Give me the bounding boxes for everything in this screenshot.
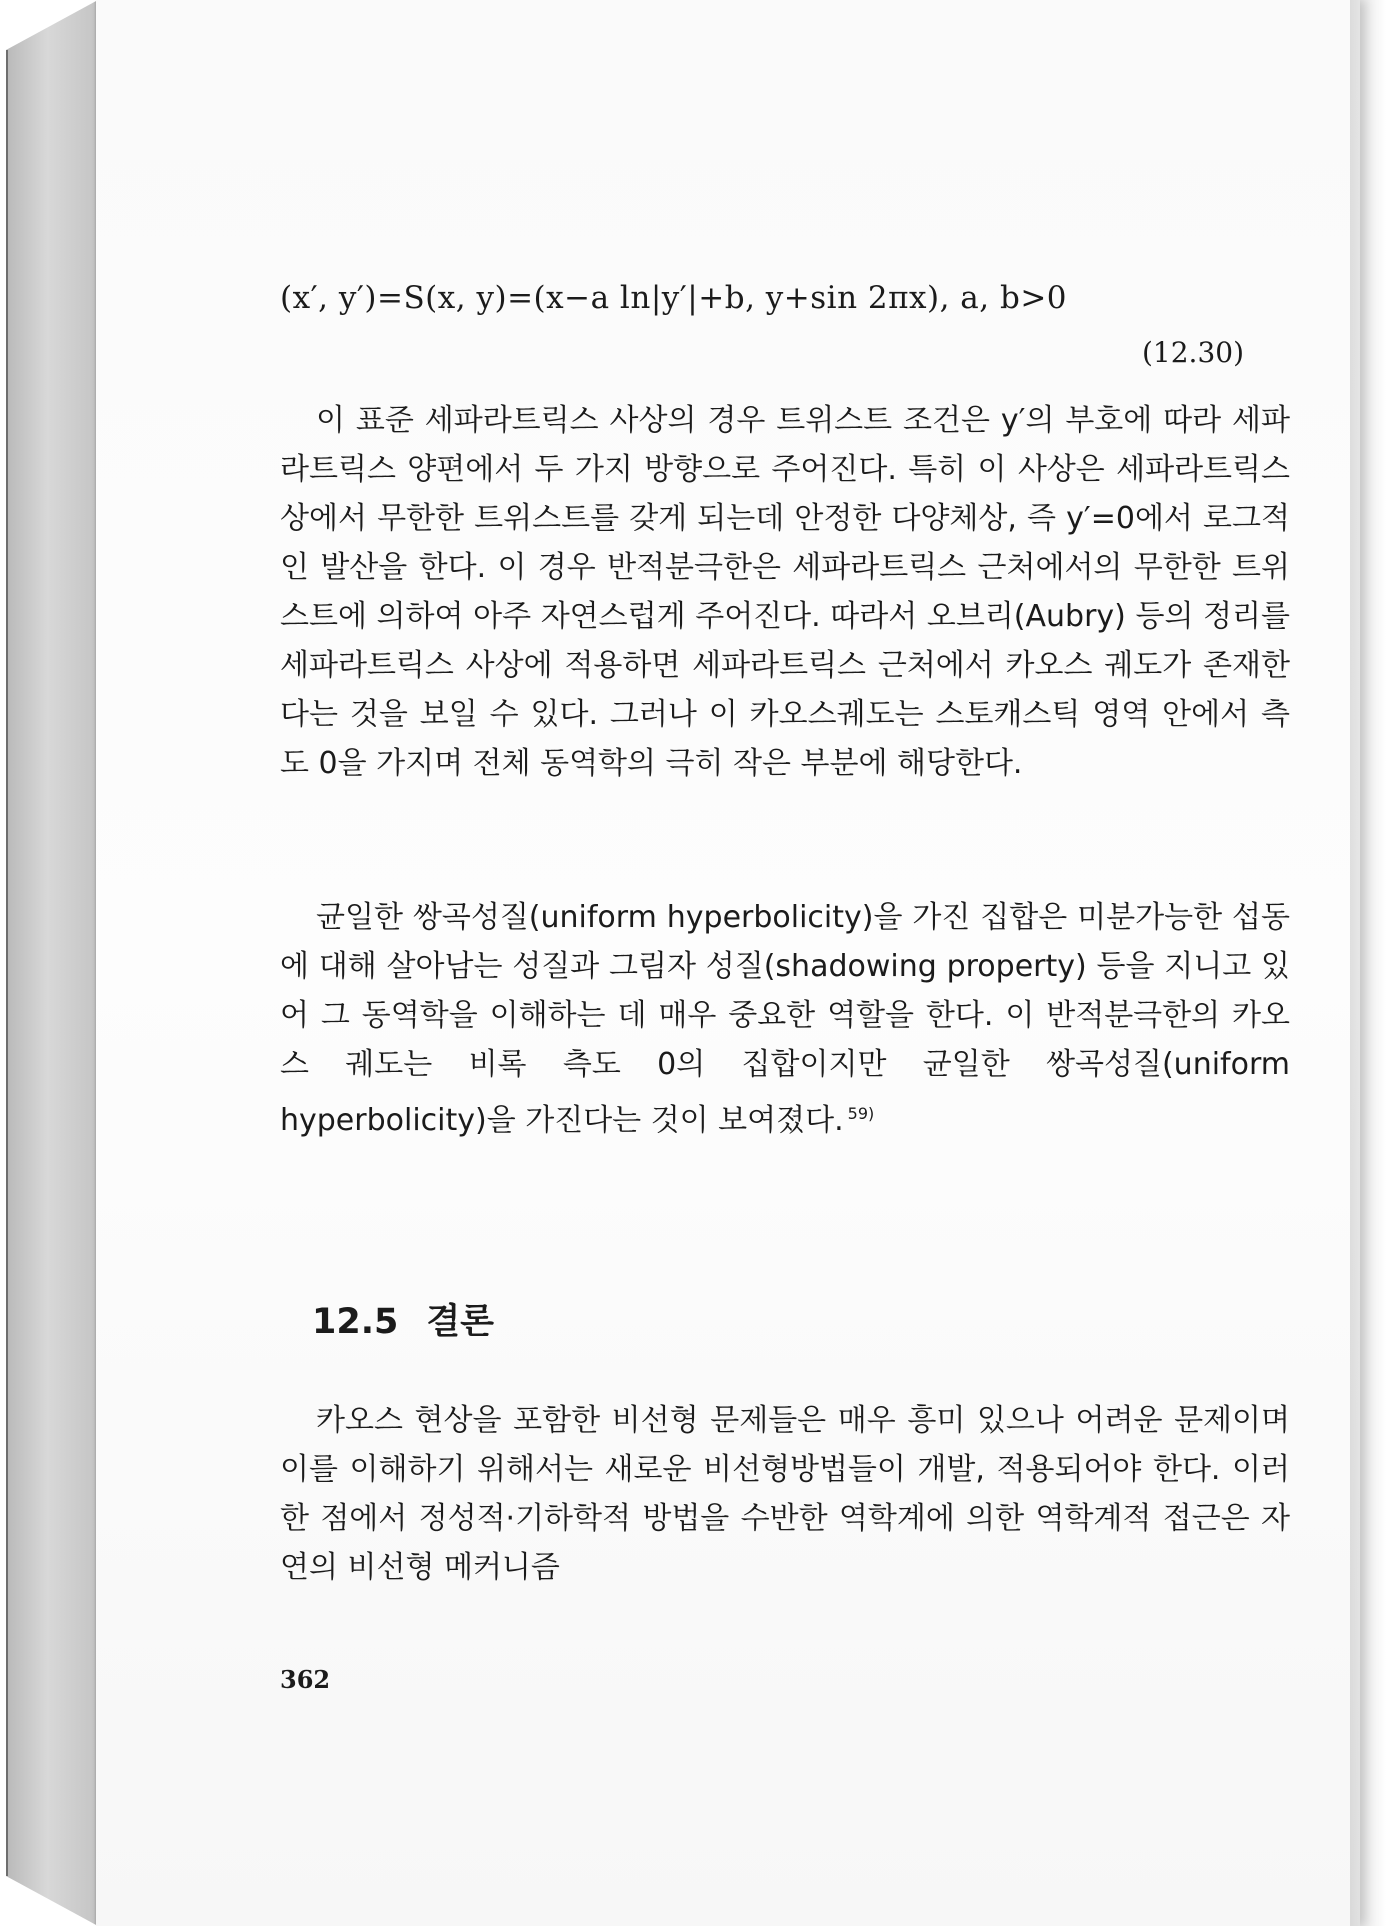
paragraph: 이 표준 세파라트릭스 사상의 경우 트위스트 조건은 y′의 부호에 따라 세파라트릭스 양편에서 두 가지 방향으로 주어진다. 특히 이 사상은 세파라트릭스상에서 무한한 트위스트를 갖게 되는데 안정한 다양체상, 즉 y′=0에서 로그적인 발산을 한다. 이 경우 반적분극한은 세파라트릭스 근처에서의 무한한 트위스트에 의하여 아주 자연스럽게 주어진다. 따라서 오브리(Aubry) 등의 정리를 세파라트릭스 사상에 적용하면 세파라트릭스 근처에서 카오스 궤도가 존재한다는 것을 보일 수 있다. 그러나 이 카오스궤도는 스토캐스틱 영역 안에서 측도 0을 가지며 전체 동역학의 극히 작은 부분에 해당한다. <box>280 403 1290 781</box>
paragraph: 카오스 현상을 포함한 비선형 문제들은 매우 흥미 있으나 어려운 문제이며 이를 이해하기 위해서는 새로운 비선형방법들이 개발, 적용되어야 한다. 이러한 점에서 정성적·기하학적 방법을 수반한 역학계에 의한 역학계적 접근은 자연의 비선형 메커니즘 <box>280 1403 1290 1585</box>
page-number: 362 <box>280 1665 331 1694</box>
paragraph <box>280 893 1290 1145</box>
book-spine <box>6 0 98 1926</box>
section-number: 12.5 <box>312 1302 399 1342</box>
equation: (x′, y′)=S(x, y)=(x−a ln|y′|+b, y+sin 2πx), a, b>0 <box>280 280 1068 316</box>
page-edge-shadow <box>1350 0 1386 1926</box>
section-title: 결론 <box>426 1302 494 1342</box>
book-edge <box>6 50 8 1876</box>
paragraph-text: 균일한 쌍곡성질(uniform hyperbolicity)을 가진 집합은 미분가능한 섭동에 대해 살아남는 성질과 그림자 성질(shadowing property) 등을 지니고 있어 그 동역학을 이해하는 데 매우 중요한 역할을 한다. 이 반적분극한의 카오스 궤도는 비록 측도 0의 집합이지만 균일한 쌍곡성질(uniform hyperbolicity)을 가진다는 것이 보여졌다. <box>280 900 1290 1138</box>
section-heading <box>312 1294 494 1344</box>
footnote-reference: 59) <box>847 1104 875 1123</box>
equation-number: (12.30) <box>1142 336 1245 369</box>
